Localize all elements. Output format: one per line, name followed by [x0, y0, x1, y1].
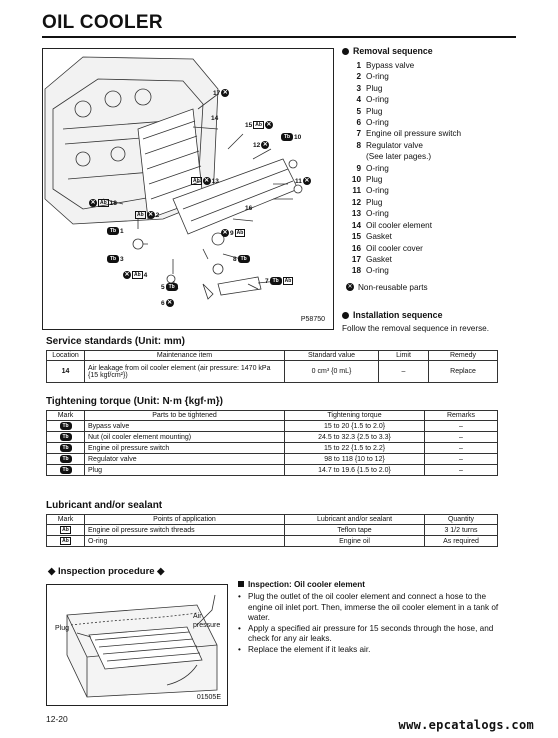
list-item — [342, 185, 522, 196]
callout-14: 14 — [211, 115, 219, 122]
callout-16: 16 — [245, 205, 253, 212]
item-label: Bypass valve — [366, 61, 415, 70]
callout-9: ✕ 9 Ab — [222, 229, 244, 237]
inspection-heading: Inspection: Oil cooler element — [238, 580, 506, 589]
lubricant-heading: Lubricant and/or sealant — [46, 500, 163, 511]
installation-sequence — [342, 310, 532, 333]
cell-part: Bypass valve — [85, 421, 285, 432]
list-item — [342, 128, 522, 139]
list-item — [342, 231, 522, 242]
list-item — [342, 208, 522, 219]
exploded-diagram — [42, 48, 334, 330]
installation-text: Follow the removal sequence in reverse. — [342, 324, 489, 333]
service-standards-heading: Service standards (Unit: mm) — [46, 336, 185, 347]
cell-torque: 15 to 20 {1.5 to 2.0} — [285, 421, 425, 432]
table-row — [47, 443, 498, 454]
cell-point: Engine oil pressure switch threads — [85, 525, 285, 536]
cell-remarks: – — [425, 432, 498, 443]
bullet-icon — [342, 48, 349, 55]
item-label: O-ring — [366, 209, 389, 219]
item-number: 5 — [356, 106, 361, 116]
item-number: 6 — [356, 118, 361, 128]
list-item — [342, 94, 522, 105]
torque-mark-icon: Tb — [47, 465, 85, 476]
torque-table — [46, 410, 498, 476]
item-label: Plug — [366, 106, 383, 116]
item-number: 12 — [351, 197, 361, 207]
item-label: O-ring — [366, 266, 389, 276]
callout-6: 6 ✕ — [161, 299, 173, 307]
torque-mark-icon: Tb — [47, 454, 85, 465]
page-title: OIL COOLER — [42, 12, 163, 33]
item-label: Gasket — [366, 232, 392, 242]
callout-7: 7 Tb Ab — [265, 277, 292, 285]
item-label: Regulator valve — [366, 140, 423, 150]
col-mark: Mark — [47, 515, 85, 525]
figure-code: P58750 — [300, 316, 325, 323]
col-remedy: Remedy — [429, 351, 498, 361]
service-standards-table — [46, 350, 498, 383]
cell-remarks: – — [425, 421, 498, 432]
figure-code: 01505E — [196, 694, 221, 701]
lubricant-mark-icon: Ab — [47, 525, 85, 536]
torque-mark-icon: Tb — [47, 443, 85, 454]
list-item — [342, 117, 522, 128]
item-label: O-ring — [366, 72, 389, 82]
col-standard-value: Standard value — [285, 351, 379, 361]
cell-location: 14 — [47, 361, 85, 383]
item-label: Oil cooler element — [366, 220, 432, 230]
cell-part: Plug — [85, 465, 285, 476]
table-header-row — [47, 515, 498, 525]
list-item — [342, 220, 522, 231]
table-header-row — [47, 351, 498, 361]
cell-torque: 14.7 to 19.6 {1.5 to 2.0} — [285, 465, 425, 476]
non-reusable-icon: ✕ — [347, 284, 353, 291]
list-item — [342, 197, 522, 208]
col-location: Location — [47, 351, 85, 361]
cell-remarks: – — [425, 443, 498, 454]
item-label: O-ring — [366, 118, 389, 128]
col-torque: Tightening torque — [285, 411, 425, 421]
item-label: Gasket — [366, 254, 392, 264]
item-number: 15 — [351, 232, 361, 242]
col-points: Points of application — [85, 515, 285, 525]
table-row — [47, 421, 498, 432]
callout-18: ✕ Ab 18 — [90, 199, 117, 207]
table-row — [47, 525, 498, 536]
cell-part: Nut (oil cooler element mounting) — [85, 432, 285, 443]
table-row — [47, 536, 498, 547]
cell-quantity: 3 1/2 turns — [425, 525, 498, 536]
list-item — [342, 254, 522, 265]
item-label: O-ring — [366, 95, 389, 105]
callout-15: 15 Ab ✕ — [245, 121, 272, 129]
list-item — [342, 83, 522, 94]
item-label: Engine oil pressure switch — [366, 129, 462, 139]
col-quantity: Quantity — [425, 515, 498, 525]
callout-17: 17 ✕ — [213, 89, 228, 97]
item-number: 2 — [356, 72, 361, 82]
cell-standard: 0 cm³ {0 mL} — [285, 361, 379, 383]
callout-13: Ab ✕ 13 — [193, 177, 219, 185]
cell-lubricant: Engine oil — [285, 536, 425, 547]
item-label: O-ring — [366, 163, 389, 173]
item-number: 8 — [356, 140, 361, 150]
list-item — [342, 60, 522, 71]
item-number: 7 — [356, 129, 361, 139]
air-label: Air — [193, 613, 202, 620]
col-maintenance-item: Maintenance item — [85, 351, 285, 361]
table-row — [47, 454, 498, 465]
item-number: 9 — [356, 163, 361, 173]
title-rule — [42, 36, 516, 38]
cell-torque: 15 to 22 {1.5 to 2.2} — [285, 443, 425, 454]
nonreusable-legend: ✕ Non-reusable parts — [347, 282, 428, 292]
list-item: • Replace the element if it leaks air. — [238, 645, 506, 656]
cell-part: Engine oil pressure switch — [85, 443, 285, 454]
cell-torque: 24.5 to 32.3 {2.5 to 3.3} — [285, 432, 425, 443]
torque-heading: Tightening torque (Unit: N·m {kgf·m}) — [46, 396, 224, 407]
inspection-instructions — [238, 580, 506, 655]
item-note: (See later pages.) — [366, 152, 432, 162]
cell-remarks: – — [425, 465, 498, 476]
item-number: 11 — [352, 186, 361, 196]
square-bullet-icon — [238, 581, 244, 587]
item-number: 17 — [351, 254, 361, 264]
removal-heading: Removal sequence — [342, 46, 522, 56]
item-label: Plug — [366, 197, 383, 207]
item-number: 13 — [351, 209, 361, 219]
item-number: 14 — [351, 220, 361, 230]
callout-8: 8 Tb — [233, 255, 250, 263]
list-item — [342, 174, 522, 185]
table-row — [47, 361, 498, 383]
inspection-title: ◆ Inspection procedure ◆ — [48, 566, 165, 577]
col-lubricant: Lubricant and/or sealant — [285, 515, 425, 525]
callout-10: Tb 10 — [281, 133, 301, 141]
table-header-row — [47, 411, 498, 421]
item-number: 10 — [351, 175, 361, 185]
inspection-diagram — [46, 584, 228, 706]
page-number: 12-20 — [46, 714, 68, 724]
list-item — [342, 243, 522, 254]
item-number: 4 — [356, 95, 361, 105]
installation-heading: Installation sequence — [342, 310, 532, 320]
list-item — [342, 265, 522, 276]
lubricant-mark-icon: Ab — [47, 536, 85, 547]
col-parts: Parts to be tightened — [85, 411, 285, 421]
inspection-bullets — [238, 592, 506, 655]
item-number: 1 — [356, 61, 361, 70]
col-mark: Mark — [47, 411, 85, 421]
torque-mark-icon: Tb — [47, 432, 85, 443]
col-remarks: Remarks — [425, 411, 498, 421]
lubricant-table — [46, 514, 498, 547]
cell-limit: – — [379, 361, 429, 383]
cell-part: Regulator valve — [85, 454, 285, 465]
callout-2: Ab ✕ 2 — [137, 211, 160, 219]
removal-sequence — [342, 46, 522, 292]
list-item — [342, 163, 522, 174]
list-item — [342, 140, 522, 151]
callout-3: Tb 3 — [107, 255, 124, 263]
list-item: • Plug the outlet of the oil cooler element and connect a hose to the engine oil inlet port. Then, immerse the oil cooler element in a tank of water. — [238, 592, 506, 624]
col-limit: Limit — [379, 351, 429, 361]
removal-list — [342, 60, 522, 277]
list-item — [342, 106, 522, 117]
cell-item: Air leakage from oil cooler element (air pressure: 1470 kPa {15 kgf/cm²}) — [85, 361, 285, 383]
cell-lubricant: Teflon tape — [285, 525, 425, 536]
cell-point: O-ring — [85, 536, 285, 547]
water-tank-drawing — [47, 585, 228, 706]
list-item: • Apply a specified air pressure for 15 seconds through the hose, and check for any air leaks. — [238, 624, 506, 645]
cell-remarks: – — [425, 454, 498, 465]
cell-torque: 98 to 118 {10 to 12} — [285, 454, 425, 465]
item-number: 18 — [351, 266, 361, 276]
callout-4: ✕ Ab 4 — [124, 271, 148, 279]
cell-quantity: As required — [425, 536, 498, 547]
item-number: 3 — [356, 83, 361, 93]
bullet-icon — [342, 312, 349, 319]
table-row — [47, 465, 498, 476]
item-label: Plug — [366, 175, 383, 185]
item-label: Oil cooler cover — [366, 243, 423, 253]
cell-remedy: Replace — [429, 361, 498, 383]
torque-mark-icon: Tb — [47, 421, 85, 432]
callout-1: Tb 1 — [107, 227, 124, 235]
item-label: O-ring — [366, 186, 389, 196]
callout-12: 12 ✕ — [253, 141, 268, 149]
callout-5: 5 Tb — [161, 283, 178, 291]
list-item — [342, 71, 522, 82]
pressure-label: pressure — [193, 622, 221, 629]
plug-label: Plug — [55, 625, 70, 632]
callout-11: 11 ✕ — [295, 177, 310, 185]
item-label: Plug — [366, 83, 383, 93]
item-number: 16 — [351, 243, 361, 253]
table-row — [47, 432, 498, 443]
oil-cooler-drawing — [43, 49, 334, 330]
watermark: www.epcatalogs.com — [398, 718, 534, 732]
